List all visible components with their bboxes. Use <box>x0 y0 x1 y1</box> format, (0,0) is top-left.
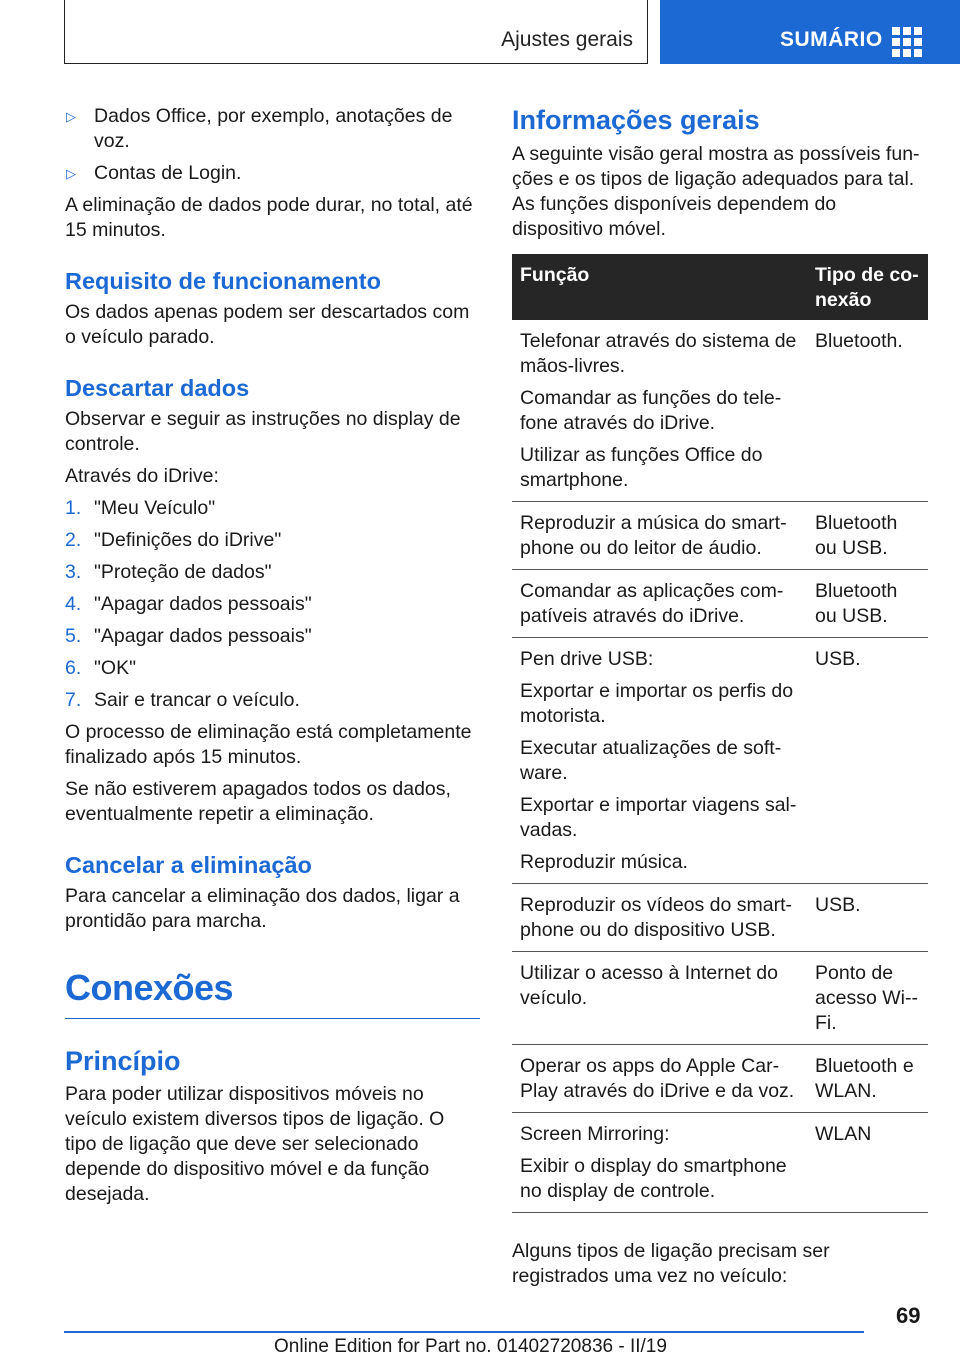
connection-type-cell: Bluetooth ou USB. <box>807 502 928 570</box>
table-row <box>512 884 928 952</box>
function-cell <box>512 638 807 884</box>
function-cell <box>512 1113 807 1213</box>
table-row <box>512 570 928 638</box>
requirement-text: Os dados apenas podem ser descartados com o veículo parado. <box>65 301 470 348</box>
table-header-row <box>512 254 928 320</box>
table-row <box>512 320 928 502</box>
step-item: 7. Sair e trancar o veículo. <box>65 689 300 711</box>
function-text: Utilizar as funções Office do smartphone. <box>520 444 763 491</box>
cancel-text: Para cancelar a eliminação dos dados, ligar a prontidão para marcha. <box>65 885 460 932</box>
principle-text: Para poder utilizar dispositivos móveis no veículo existem diversos tipos de ligação. O tipo de ligação que deve ser selecionado depende do dispositivo móvel e da função desejada. <box>65 1083 445 1205</box>
function-text: Screen Mirroring: <box>520 1123 670 1145</box>
step-item: 6. "OK" <box>65 657 137 679</box>
connection-table <box>512 254 928 1213</box>
function-text: Comandar as funções do telefone através do iDrive. <box>520 387 782 434</box>
column-header-type: Tipo de conexão <box>807 254 928 320</box>
repeat-text: Se não estiverem apagados todos os dados, eventualmente repetir a eliminação. <box>65 778 451 825</box>
page-number: 69 <box>896 1303 921 1328</box>
function-text: Exibir o display do smartphone no display de controle. <box>520 1155 787 1202</box>
requirement-heading: Requisito de funcionamento <box>65 268 381 294</box>
connection-type-cell: WLAN <box>807 1113 928 1213</box>
step-item: 5. "Apagar dados pessoais" <box>65 625 312 647</box>
step-item: 1. "Meu Veículo" <box>65 497 216 519</box>
idrive-intro: Através do iDrive: <box>65 465 219 487</box>
triangle-bullet-icon: ▷ <box>66 166 76 181</box>
connections-heading: Conexões <box>65 966 480 1019</box>
discard-text: Observar e seguir as instruções no display de controle. <box>65 408 461 455</box>
column-header-function: Função <box>512 254 807 320</box>
connection-type-cell: USB. <box>807 638 928 884</box>
connection-type-cell: Ponto de acesso Wi-Fi. <box>807 952 928 1045</box>
connection-type-cell: Bluetooth ou USB. <box>807 570 928 638</box>
grid-icon <box>892 27 922 57</box>
function-text: Comandar as aplicações compatíveis através do iDrive. <box>520 580 784 627</box>
function-cell <box>512 570 807 638</box>
table-row <box>512 502 928 570</box>
function-text: Exportar e importar os perfis do motorista. <box>520 680 794 727</box>
section-title: Ajustes gerais <box>501 28 633 51</box>
completion-text: O processo de eliminação está completamente finalizado após 15 minutos. <box>65 721 472 768</box>
triangle-bullet-icon: ▷ <box>66 109 76 124</box>
left-column <box>65 104 480 1214</box>
function-text: Reproduzir os vídeos do smartphone ou do dispositivo USB. <box>520 894 793 941</box>
list-item: ▷ Contas de Login. <box>66 162 242 184</box>
toc-button[interactable] <box>660 0 960 64</box>
step-item: 3. "Proteção de dados" <box>65 561 272 583</box>
connection-type-cell: Bluetooth e WLAN. <box>807 1045 928 1113</box>
function-cell <box>512 320 807 502</box>
info-text: A seguinte visão geral mostra as possíveis funções e os tipos de ligação adequados para tal. As funções disponíveis dependem do dispositivo móvel. <box>512 143 920 240</box>
table-row <box>512 1045 928 1113</box>
function-text: Telefonar através do sistema de mãos-livres. <box>520 330 797 377</box>
function-text: Pen drive USB: <box>520 648 654 670</box>
register-text: Alguns tipos de ligação precisam ser registrados uma vez no veículo: <box>512 1240 830 1287</box>
connection-type-cell: Bluetooth. <box>807 320 928 502</box>
function-cell <box>512 952 807 1045</box>
list-item: ▷ Dados Office, por exemplo, anotações de voz. <box>66 105 453 152</box>
deletion-time-text: A eliminação de dados pode durar, no total, até 15 minutos. <box>65 194 473 241</box>
header-section-box <box>64 0 648 64</box>
cancel-heading: Cancelar a eliminação <box>65 852 312 878</box>
function-text: Executar atualizações de software. <box>520 737 782 784</box>
function-text: Exportar e importar viagens salvadas. <box>520 794 797 841</box>
discard-heading: Descartar dados <box>65 375 250 401</box>
toc-label: SUMÁRIO <box>780 28 883 51</box>
footer-divider <box>64 1331 864 1333</box>
function-text: Utilizar o acesso à Internet do veículo. <box>520 962 778 1009</box>
step-item: 2. "Definições do iDrive" <box>65 529 282 551</box>
table-row <box>512 638 928 884</box>
info-heading: Informações gerais <box>512 105 760 135</box>
table-row <box>512 952 928 1045</box>
connection-type-cell: USB. <box>807 884 928 952</box>
function-cell <box>512 884 807 952</box>
function-cell <box>512 1045 807 1113</box>
function-text: Reproduzir a música do smartphone ou do leitor de áudio. <box>520 512 787 559</box>
function-text: Operar os apps do Apple CarPlay através do iDrive e da voz. <box>520 1055 795 1102</box>
function-cell <box>512 502 807 570</box>
right-column <box>512 104 928 1296</box>
step-item: 4. "Apagar dados pessoais" <box>65 593 312 615</box>
function-text: Reproduzir música. <box>520 851 688 873</box>
principle-heading: Princípio <box>65 1046 181 1076</box>
table-row <box>512 1113 928 1213</box>
edition-text: Online Edition for Part no. 01402720836 - II/19 <box>274 1336 667 1357</box>
